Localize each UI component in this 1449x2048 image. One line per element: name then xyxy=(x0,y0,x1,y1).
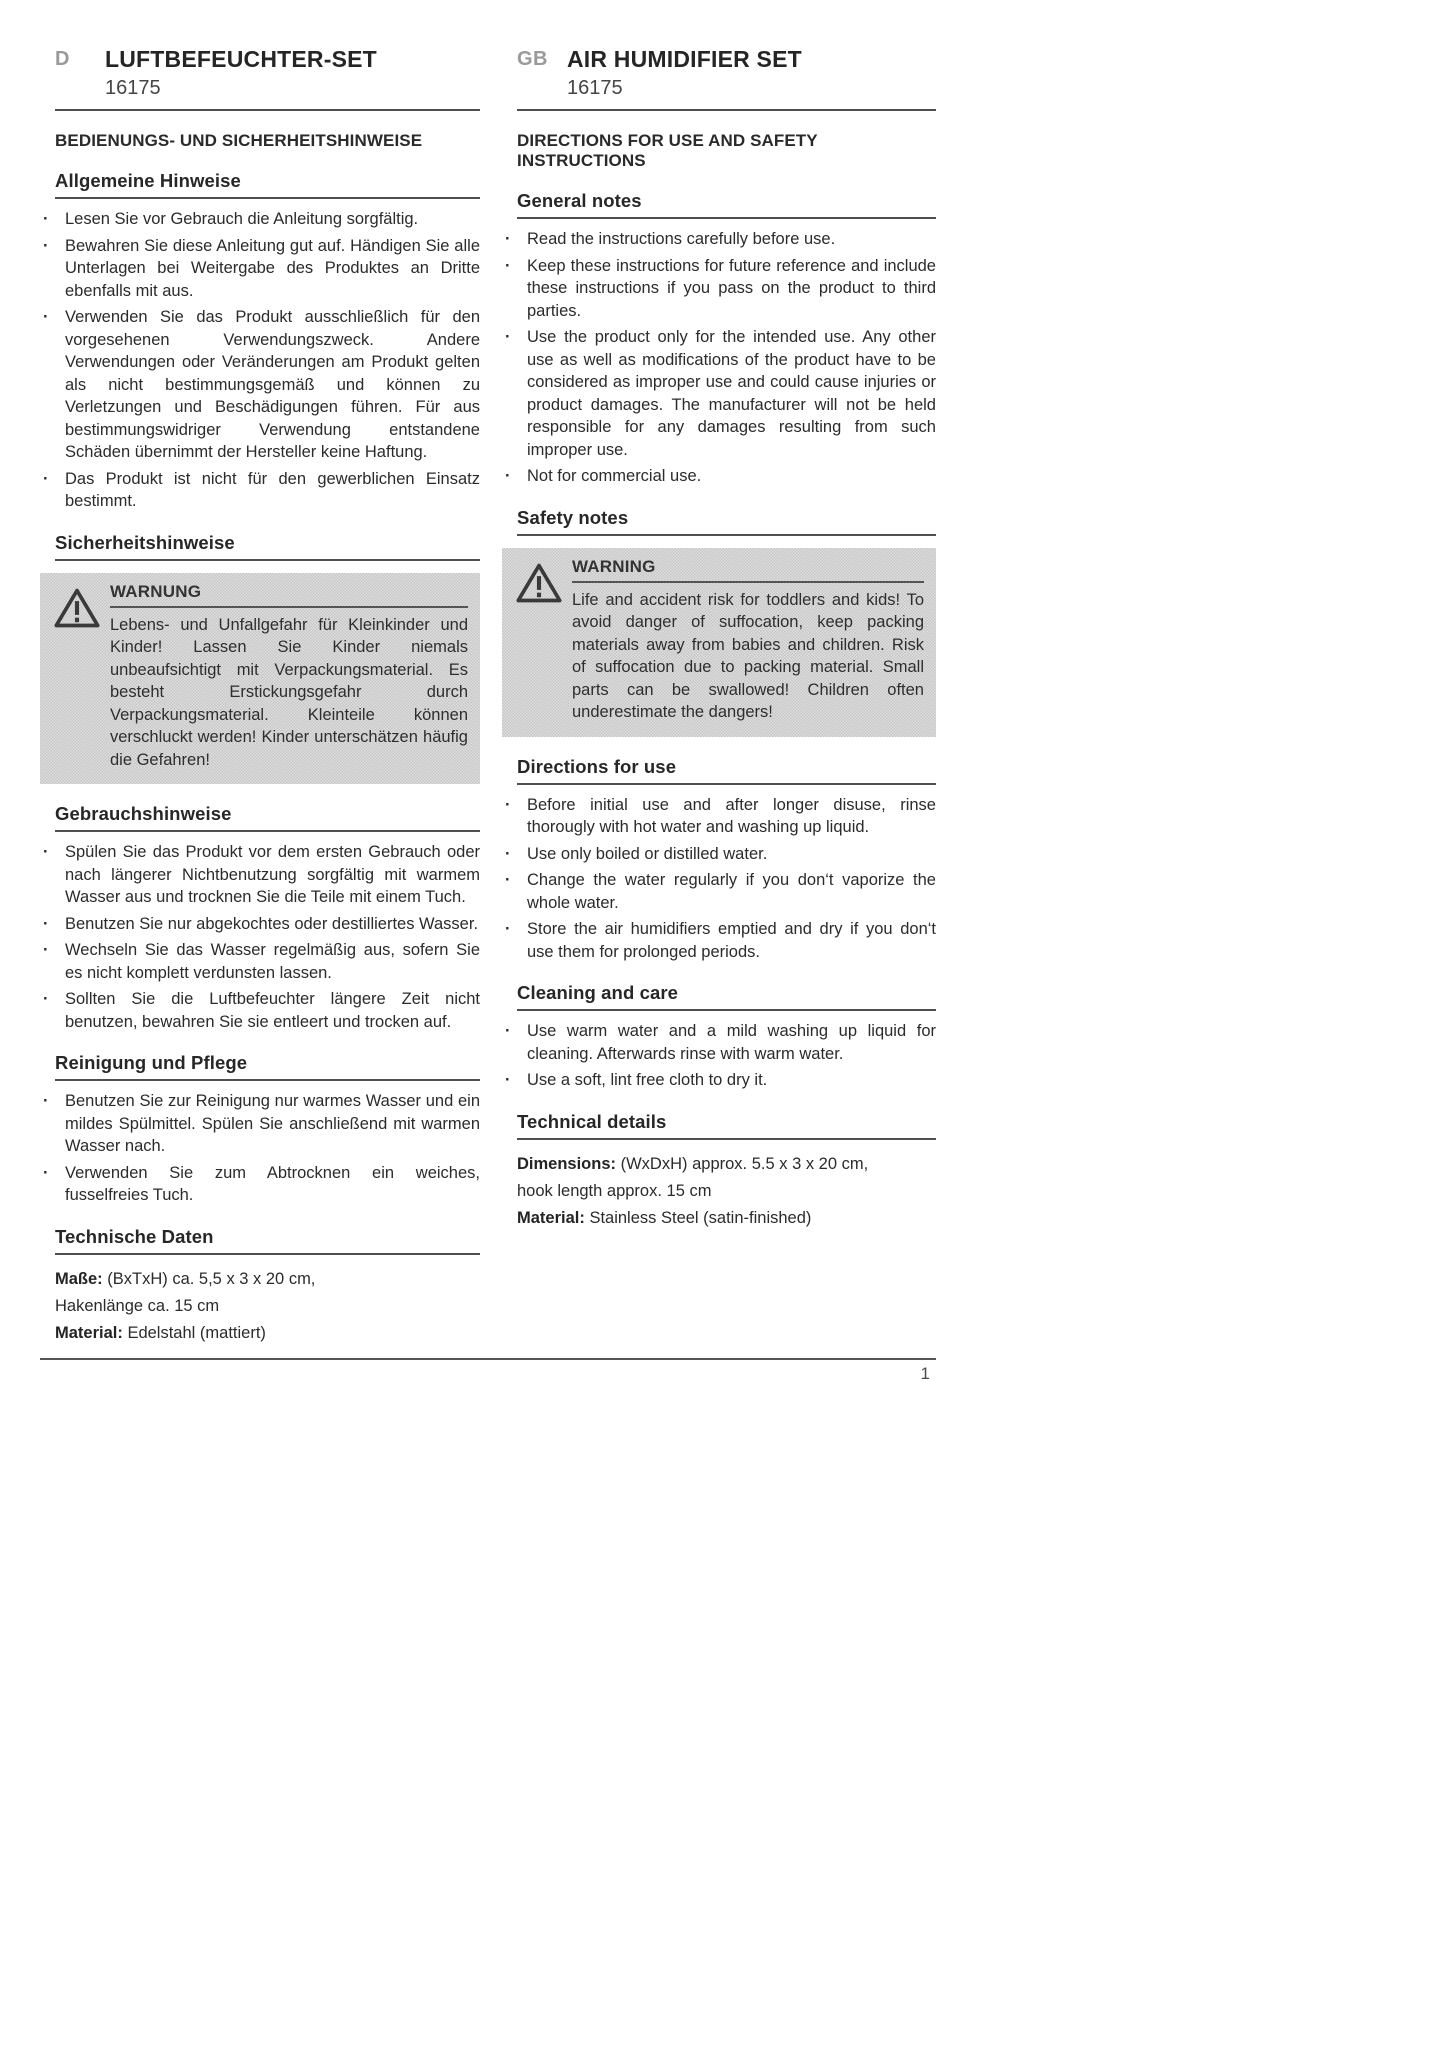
bullet-icon xyxy=(43,913,65,936)
bullet-icon xyxy=(505,465,527,488)
column-english xyxy=(502,44,936,1347)
section-heading-technical: Technical details xyxy=(517,1111,936,1140)
bullet-icon xyxy=(505,228,527,251)
warning-triangle-icon xyxy=(54,582,110,772)
model-number: 16175 xyxy=(567,77,623,99)
list-item xyxy=(40,208,480,231)
title-block xyxy=(567,44,802,102)
list-item-text: Benutzen Sie nur abgekochtes oder destilliertes Wasser. xyxy=(65,914,479,933)
footer-rule xyxy=(40,1358,936,1360)
list-item xyxy=(502,918,936,963)
spec-value: hook length approx. 15 cm xyxy=(517,1181,712,1200)
bullet-list xyxy=(502,228,936,488)
spec-line xyxy=(55,1293,480,1320)
section-heading-care: Reinigung und Pflege xyxy=(55,1052,480,1081)
warning-content xyxy=(572,557,924,724)
list-item-text: Use the product only for the intended use. Any other use as well as modifications of the product have to be considered as improper use and could cause injuries or product damages. The manufacturer will not be held responsible for any damages resulting from such improper use. xyxy=(527,328,936,459)
list-item xyxy=(40,468,480,513)
bullet-icon xyxy=(43,235,65,303)
bullet-icon xyxy=(43,1090,65,1158)
list-item-text: Lesen Sie vor Gebrauch die Anleitung sorgfältig. xyxy=(65,210,419,228)
main-heading: DIRECTIONS FOR USE AND SAFETY INSTRUCTIONS xyxy=(517,131,818,170)
bullet-icon xyxy=(505,843,527,866)
bullet-list xyxy=(502,1020,936,1092)
list-item xyxy=(502,1020,936,1065)
spec-line xyxy=(517,1178,936,1205)
list-item-text: Bewahren Sie diese Anleitung gut auf. Händigen Sie alle Unterlagen bei Weitergabe des Produktes an Dritte ebenfalls mit aus. xyxy=(65,236,480,300)
warning-title-rule xyxy=(110,606,468,608)
warning-box xyxy=(502,548,936,737)
bullet-icon xyxy=(505,918,527,963)
list-item-text: Benutzen Sie zur Reinigung nur warmes Wasser und ein mildes Spülmittel. Spülen Sie anschließend mit warmen Wasser nach. xyxy=(65,1092,480,1155)
spec-value: (BxTxH) ca. 5,5 x 3 x 20 cm, xyxy=(102,1269,316,1288)
section-heading-safety: Safety notes xyxy=(517,507,936,536)
two-column-layout xyxy=(40,44,936,1347)
spec-label: Material: xyxy=(517,1208,585,1227)
warning-box xyxy=(40,573,480,785)
list-item-text: Spülen Sie das Produkt vor dem ersten Gebrauch oder nach längerer Nichtbenutzung sorgfältig mit warmem Wasser aus und trocknen Sie die Teile mit einem Tuch. xyxy=(65,843,480,906)
bullet-icon xyxy=(505,869,527,914)
product-title: LUFTBEFEUCHTER-SET xyxy=(105,46,377,72)
header-rule xyxy=(55,109,480,111)
section-heading-care: Cleaning and care xyxy=(517,982,936,1011)
list-item xyxy=(502,869,936,914)
list-item xyxy=(40,1162,480,1207)
document-sheet xyxy=(40,44,936,1347)
language-badge: D xyxy=(55,48,70,70)
bullet-icon xyxy=(505,794,527,839)
list-item xyxy=(40,988,480,1033)
list-item-text: Verwenden Sie das Produkt ausschließlich für den vorgesehenen Verwendungszweck. Andere Verwendungen oder Veränderungen am Produkt gelten als nicht bestimmungsgemäß und können zu Verletzungen und Beschädigungen führen. Für aus bestimmungswidriger Verwendung entstandene Schäden übernimmt der Hersteller keine Haftung. xyxy=(65,308,480,461)
main-heading: BEDIENUNGS- UND SICHERHEITSHINWEISE xyxy=(55,131,423,150)
spec-list xyxy=(517,1151,936,1232)
spec-value: Stainless Steel (satin-finished) xyxy=(584,1208,812,1227)
spec-label: Material: xyxy=(55,1323,123,1342)
list-item-text: Use only boiled or distilled water. xyxy=(527,844,768,863)
bullet-list xyxy=(40,1090,480,1207)
list-item-text: Read the instructions carefully before use. xyxy=(527,230,836,248)
list-item-text: Change the water regularly if you don‘t vaporize the whole water. xyxy=(527,871,936,912)
list-item-text: Store the air humidifiers emptied and dry if you don‘t use them for prolonged periods. xyxy=(527,920,936,961)
spec-line xyxy=(517,1151,936,1178)
header-rule xyxy=(517,109,936,111)
list-item xyxy=(40,235,480,303)
spec-value: Hakenlänge ca. 15 cm xyxy=(55,1296,220,1315)
column-header xyxy=(502,44,936,102)
warning-title: WARNUNG xyxy=(110,581,202,601)
bullet-icon xyxy=(505,326,527,461)
bullet-list xyxy=(40,841,480,1033)
list-item xyxy=(40,1090,480,1158)
list-item-text: Das Produkt ist nicht für den gewerblichen Einsatz bestimmt. xyxy=(65,469,480,510)
spec-value: (WxDxH) approx. 5.5 x 3 x 20 cm, xyxy=(616,1154,869,1173)
bullet-icon xyxy=(43,841,65,909)
list-item-text: Use a soft, lint free cloth to dry it. xyxy=(527,1071,768,1089)
list-item xyxy=(40,841,480,909)
spec-label: Dimensions: xyxy=(517,1154,617,1173)
bullet-icon xyxy=(505,1069,527,1092)
list-item xyxy=(502,465,936,488)
section-heading-use: Directions for use xyxy=(517,756,936,785)
list-item xyxy=(40,939,480,984)
warning-text: Life and accident risk for toddlers and kids! To avoid danger of suffocation, keep packing materials away from babies and children. Risk of suffocation due to packing material. Small parts can be swallowed! Children often underestimate the dangers! xyxy=(572,590,924,721)
column-header xyxy=(40,44,480,102)
section-heading-general: General notes xyxy=(517,190,936,219)
list-item xyxy=(502,1069,936,1092)
spec-label: Maße: xyxy=(55,1269,103,1288)
bullet-icon xyxy=(505,255,527,323)
bullet-icon xyxy=(505,1020,527,1065)
warning-title-rule xyxy=(572,581,924,583)
warning-triangle-icon xyxy=(516,557,572,724)
section-heading-safety: Sicherheitshinweise xyxy=(55,532,480,561)
warning-content xyxy=(110,582,468,772)
spec-line xyxy=(55,1266,480,1293)
language-badge: GB xyxy=(517,48,548,70)
spec-list xyxy=(55,1266,480,1347)
list-item xyxy=(502,843,936,866)
list-item-text: Verwenden Sie zum Abtrocknen ein weiches, fusselfreies Tuch. xyxy=(65,1163,480,1204)
spec-line xyxy=(517,1205,936,1232)
spec-line xyxy=(55,1320,480,1347)
column-german xyxy=(40,44,480,1347)
bullet-icon xyxy=(43,988,65,1033)
bullet-icon xyxy=(43,1162,65,1207)
list-item xyxy=(502,326,936,461)
bullet-icon xyxy=(43,306,65,464)
section-heading-technical: Technische Daten xyxy=(55,1226,480,1255)
section-heading-use: Gebrauchshinweise xyxy=(55,803,480,832)
list-item-text: Use warm water and a mild washing up liquid for cleaning. Afterwards rinse with warm water. xyxy=(527,1022,936,1063)
list-item xyxy=(502,255,936,323)
bullet-icon xyxy=(43,208,65,231)
title-block xyxy=(105,44,377,102)
product-title: AIR HUMIDIFIER SET xyxy=(567,46,802,72)
list-item xyxy=(40,306,480,464)
warning-title: WARNING xyxy=(572,556,656,576)
bullet-icon xyxy=(43,468,65,513)
model-number: 16175 xyxy=(105,77,161,99)
list-item-text: Sollten Sie die Luftbefeuchter längere Zeit nicht benutzen, bewahren Sie sie entleert und trocken auf. xyxy=(65,990,480,1031)
bullet-list xyxy=(502,794,936,964)
list-item xyxy=(40,913,480,936)
list-item xyxy=(502,794,936,839)
list-item-text: Before initial use and after longer disuse, rinse thorougly with hot water and washing up liquid. xyxy=(527,795,936,836)
bullet-icon xyxy=(43,939,65,984)
list-item-text: Wechseln Sie das Wasser regelmäßig aus, sofern Sie es nicht komplett verdunsten lassen. xyxy=(65,941,480,982)
list-item xyxy=(502,228,936,251)
list-item-text: Keep these instructions for future reference and include these instructions if you pass on the product to third parties. xyxy=(527,256,936,320)
list-item-text: Not for commercial use. xyxy=(527,467,702,485)
section-heading-general: Allgemeine Hinweise xyxy=(55,170,480,199)
warning-text: Lebens- und Unfallgefahr für Kleinkinder und Kinder! Lassen Sie Kinder niemals unbeaufsichtigt mit Verpackungsmaterial. Es besteht Erstickungsgefahr durch Verpackungsmaterial. Kleinteile können verschluckt werden! Kinder unterschätzen häufig die Gefahren! xyxy=(110,615,468,769)
page-number: 1 xyxy=(920,1364,930,1383)
spec-value: Edelstahl (mattiert) xyxy=(122,1323,266,1342)
bullet-list xyxy=(40,208,480,513)
